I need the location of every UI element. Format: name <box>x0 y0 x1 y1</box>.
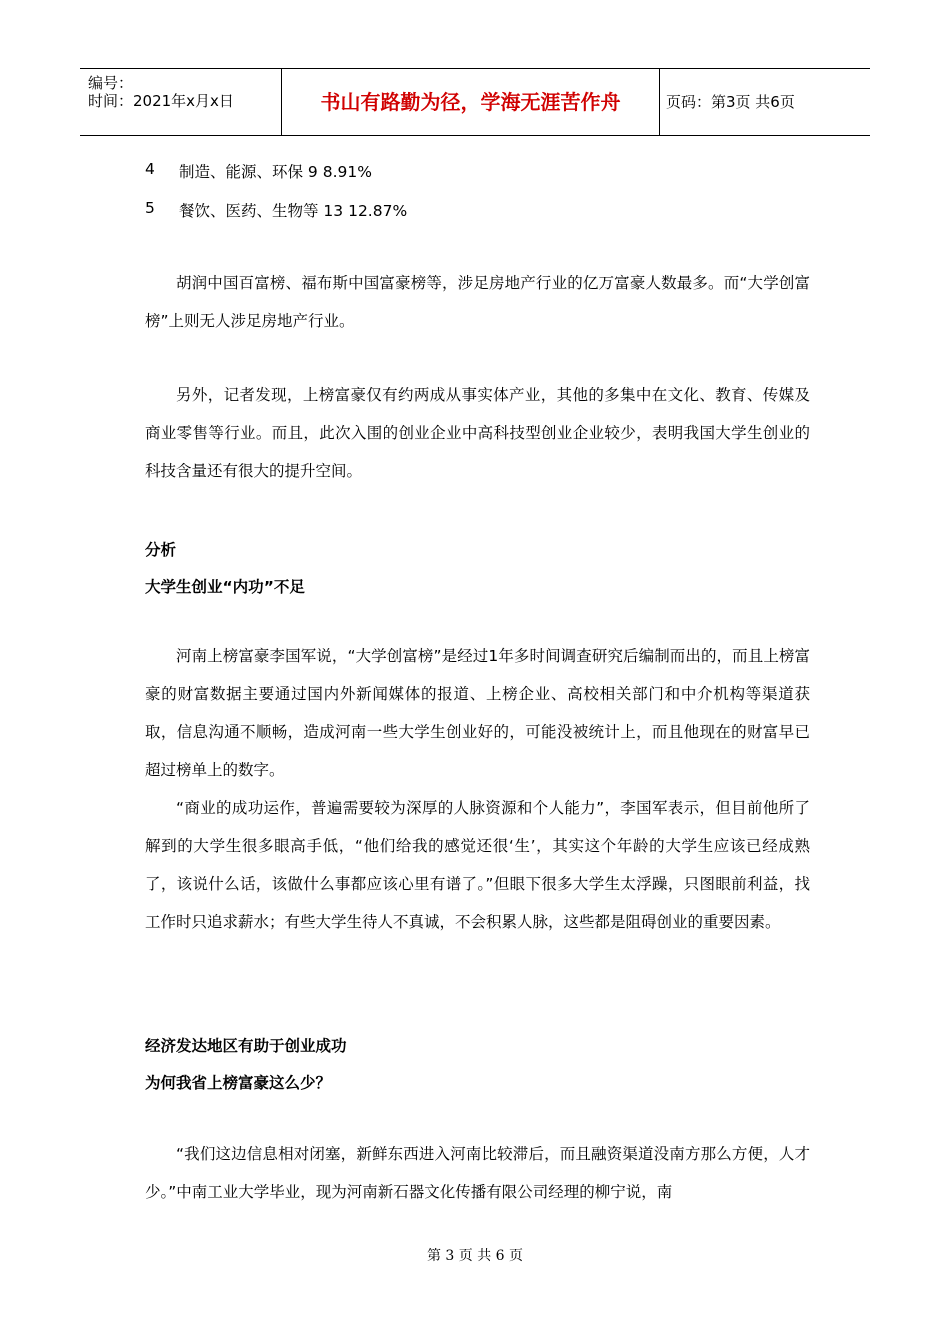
list-item-number: 5 <box>145 199 155 217</box>
paragraph: 另外，记者发现，上榜富豪仅有约两成从事实体产业，其他的多集中在文化、教育、传媒及商业零售等行业。而且，此次入围的创业企业中高科技型创业企业较少，表明我国大学生创业的科技含量还有很大的提升空间。 <box>145 386 810 480</box>
list-item-text: 制造、能源、环保 9 8.91% <box>179 163 372 181</box>
header-page-info: 页码：第3页 共6页 <box>666 93 795 111</box>
paragraph: “我们这边信息相对闭塞，新鲜东西进入河南比较滞后，而且融资渠道没南方那么方便，人才少。”中南工业大学毕业，现为河南新石器文化传播有限公司经理的柳宁说，南 <box>145 1145 810 1201</box>
header-meta <box>80 69 282 135</box>
document-number-label: 编号： <box>88 74 134 92</box>
header-motto: 书山有路勤为径，学海无涯苦作舟 <box>282 69 660 135</box>
document-time-label: 时间：2021年x月x日 <box>88 92 234 110</box>
section-subheading: 大学生创业“内功”不足 <box>145 578 305 596</box>
paragraph: 河南上榜富豪李国军说，“大学创富榜”是经过1年多时间调查研究后编制而出的，而且上榜富豪的财富数据主要通过国内外新闻媒体的报道、上榜企业、高校相关部门和中介机构等渠道获取，信息沟通不顺畅，造成河南一些大学生创业好的，可能没被统计上，而且他现在的财富早已超过榜单上的数字。 <box>145 647 810 779</box>
paragraph: “商业的成功运作，普遍需要较为深厚的人脉资源和个人能力”，李国军表示，但目前他所了解到的大学生很多眼高手低，“他们给我的感觉还很‘生’，其实这个年龄的大学生应该已经成熟了，该说什么话，该做什么事都应该心里有谱了。”但眼下很多大学生太浮躁，只图眼前利益，找工作时只追求薪水；有些大学生待人不真诚，不会积累人脉，这些都是阻碍创业的重要因素。 <box>145 799 810 931</box>
section-heading: 分析 <box>145 541 177 559</box>
list-item-number: 4 <box>145 160 155 178</box>
page-header <box>80 68 870 136</box>
list-item-text: 餐饮、医药、生物等 13 12.87% <box>179 202 408 220</box>
section-subheading: 为何我省上榜富豪这么少？ <box>145 1074 332 1092</box>
page-footer: 第 3 页 共 6 页 <box>426 1248 524 1264</box>
section-heading: 经济发达地区有助于创业成功 <box>145 1037 347 1055</box>
paragraph: 胡润中国百富榜、福布斯中国富豪榜等，涉足房地产行业的亿万富豪人数最多。而“大学创富榜”上则无人涉足房地产行业。 <box>145 274 810 330</box>
